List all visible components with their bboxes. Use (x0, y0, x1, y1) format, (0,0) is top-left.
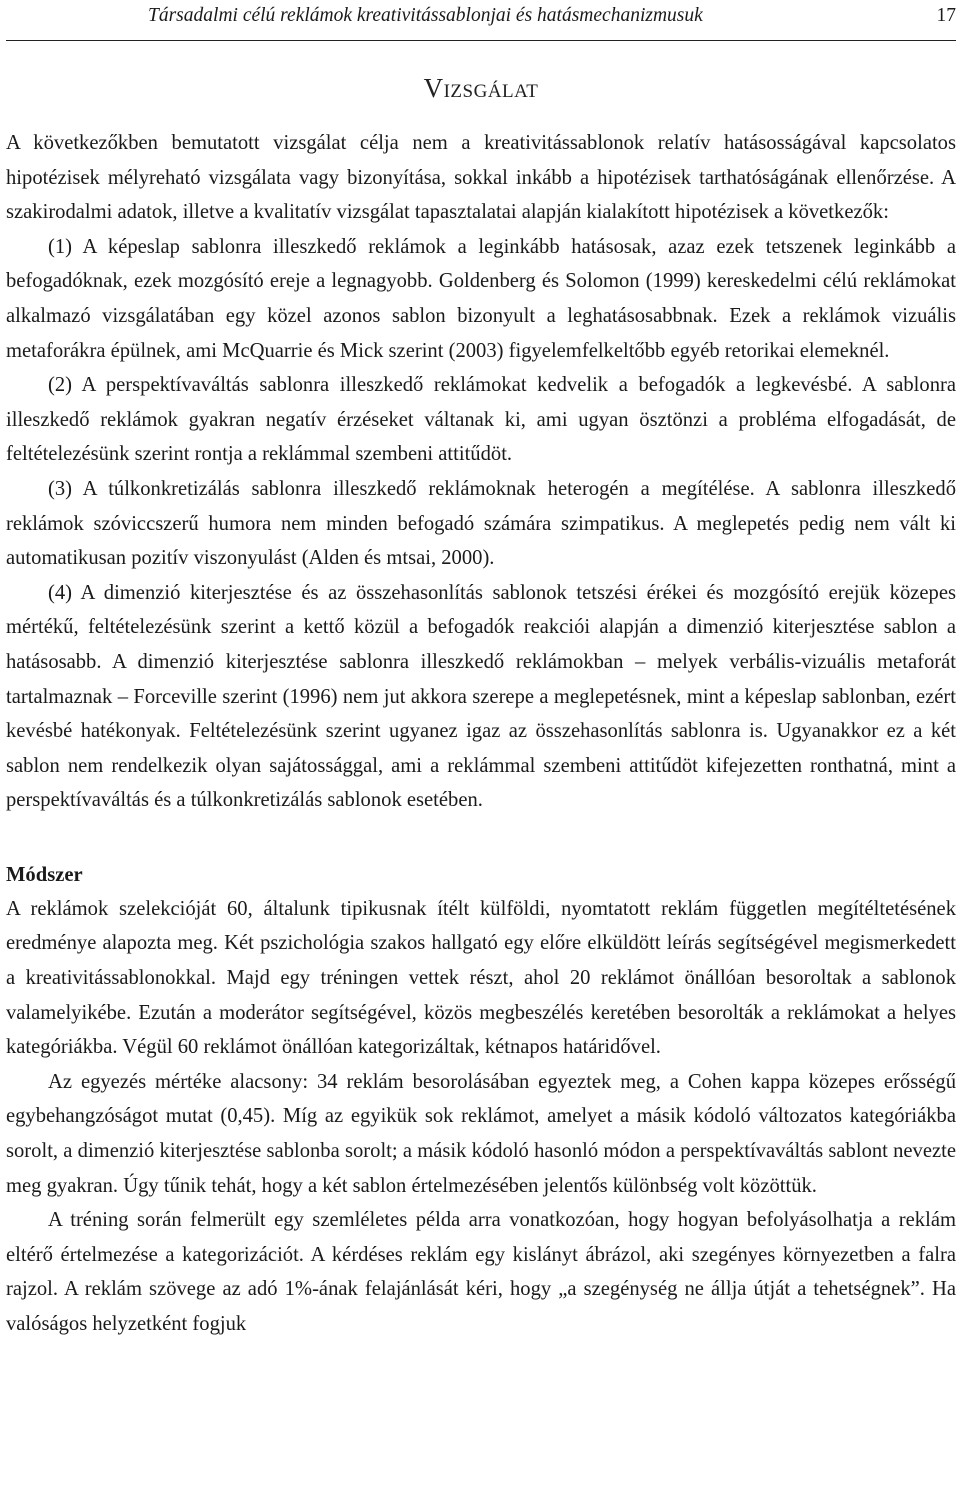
intro-paragraph: A következőkben bemutatott vizsgálat célja nem a kreativitássablonok relatív hatásosságával kapcsolatos hipotézisek mélyreható vizsgálata vagy bizonyítása, sokkal inkább a hipotézisek tarthatóságának ellenőrzése. A szakirodalmi adatok, illetve a kvalitatív vizsgálat tapasztalatai alapján kialakított hipotézisek a következők: (6, 132, 956, 224)
method-paragraph: Az egyezés mértéke alacsony: 34 reklám besorolásában egyeztek meg, a Cohen kappa közepes erősségű egybehangzóságot mutat (0,45). Míg az egyikük sok reklámot, amelyet a másik kódoló változatos kategóriákba sorolt, a dimenzió kiterjesztése sablonba sorolt; a másik kódoló hasonló módon a perspektívaváltás sablont nevezte meg gyakran. Úgy tűnik tehát, hogy a két sablon értelmezésében jelentős különbség volt közöttük. (6, 1070, 956, 1197)
method-heading: Módszer (6, 863, 83, 886)
method-body (6, 892, 956, 1342)
hypothesis-1-paragraph: (1) A képeslap sablonra illeszkedő reklámok a leginkább hatásosak, azaz ezek tetszenek leginkább a befogadóknak, ezek mozgósító ereje a legnagyobb. Goldenberg és Solomon (1999) kereskedelmi célú reklámokat alkalmazó vizsgálatában egy közel azonos sablon bizonyult a leghatásosabbnak. Ezek a reklámok vizuális metaforákra épülnek, ami McQuarrie és Mick szerint (2003) figyelemfelkeltőbb egyéb retorikai elemeknél. (6, 235, 956, 362)
method-paragraph: A tréning során felmerült egy szemléletes példa arra vonatkozóan, hogy hogyan befolyásolhatja a reklám eltérő értelmezése a kategorizációt. A kérdéses reklám egy kislányt ábrázol, aki szegényes környezetben a falra rajzol. A reklám szövege az adó 1%-ának felajánlását kéri, hogy „a szegénység ne állja útját a tehetségnek”. Ha valóságos helyzetként fogjuk (6, 1209, 956, 1335)
hypothesis-4-paragraph: (4) A dimenzió kiterjesztése és az összehasonlítás sablonok tetszési érékei és mozgósító erejük közepes mértékű, feltételezésünk szerint a kettő közül a befogadók reakciói alapján a dimenzió kiterjesztése sablon a hatásosabb. A dimenzió kiterjesztése sablonra illeszkedő reklámokban – melyek verbális-vizuális metaforát tartalmaznak – Forceville szerint (1996) nem jut akkora szerepe a meglepetésnek, mint a képeslap sablonban, ezért kevésbé hatékonyak. Feltételezésünk szerint ugyanez igaz az összehasonlítás sablonra is. Ugyanakkor ez a két sablon nem rendelkezik olyan sajátossággal, ami a reklámmal szembeni attitűdöt kifejezetten ronthatná, mint a perspektívaváltás és a túlkonkretizálás sablonok esetében. (6, 581, 956, 812)
section-body (6, 126, 956, 818)
page-number: 17 (936, 5, 956, 26)
hypothesis-3-paragraph: (3) A túlkonkretizálás sablonra illeszkedő reklámoknak heterogén a megítélése. A sablonra illeszkedő reklámok szóviccszerű humora nem minden befogadó számára szimpatikus. A meglepetés pedig nem vált ki automatikusan pozitív viszonyulást (Alden és mtsai, 2000). (6, 477, 956, 570)
hypothesis-2-paragraph: (2) A perspektívaváltás sablonra illeszkedő reklámokat kedvelik a befogadók a legkevésbé. A sablonra illeszkedő reklámok gyakran negatív érzéseket váltanak ki, ami ugyan ösztönzi a probléma elfogadását, de feltételezésünk szerint rontja a reklámmal szembeni attitűdöt. (6, 374, 956, 466)
section-heading: Vizsgálat (423, 73, 539, 103)
running-title: Társadalmi célú reklámok kreativitássablonjai és hatásmechanizmusuk (148, 5, 703, 26)
method-paragraph: A reklámok szelekcióját 60, általunk tipikusnak ítélt külföldi, nyomtatott reklám független megítéltetésének eredménye alapozta meg. Két pszichológia szakos hallgató egy előre elküldött leírás segítségével megismerkedett a kreativitássablonokkal. Majd egy tréningen vettek részt, ahol 20 reklámot önállóan besoroltak a sablonok valamelyikébe. Ezután a moderátor segítségével, közös megbeszélés keretében besorolták a reklámokat a helyes kategóriákba. Végül 60 reklámot önállóan kategorizáltak, kétnapos határidővel. (6, 897, 956, 1059)
page (6, 0, 956, 1342)
running-header (6, 0, 956, 41)
